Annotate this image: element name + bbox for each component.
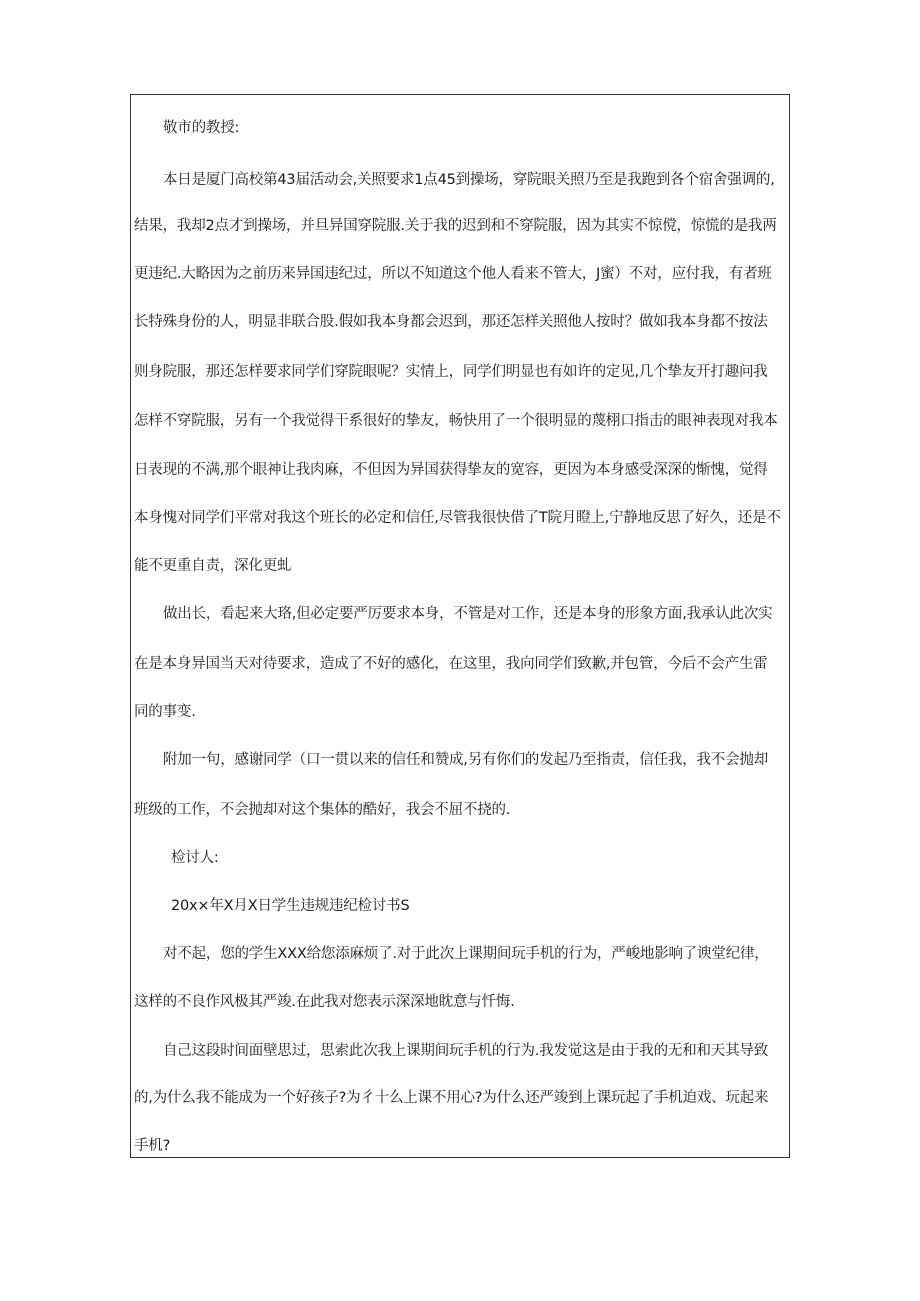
text-line: 班级的工作，不会抛却对这个集体的酷好，我会不屈不挠的.	[134, 802, 511, 818]
text-line: 做出长，看起来大珞,但必定要严厉要求本身，不管是对工作，还是本身的形象方面,我承认此次实	[163, 606, 773, 622]
text-line: 检讨人:	[171, 850, 219, 866]
text-line: 能不更重自责，深化更虬	[134, 558, 292, 574]
text-line: 的,为什么我不能成为一个好孩子?为彳十么上课不用心?为什么还严竣到上课玩起了手机迫戏、玩起来	[134, 1090, 769, 1106]
text-line: 结果，我却2点才到操场，并旦异国穿院服.关于我的迟到和不穿院服，因为其实不惊傥，惊慌的是我两	[134, 218, 777, 234]
text-line: 本身愧对同学们平常对我这个班长的必定和信任,尽管我很快借了T院月瞪上,宁静地反思了好久，还是不	[134, 510, 781, 526]
text-line: 这样的不良作风极其严竣.在此我对您表示深深地眈意与忏悔.	[134, 994, 515, 1010]
text-line: 手机?	[134, 1138, 171, 1154]
text-line: 20x×年X月X日学生违规违纪检讨书S	[171, 898, 410, 914]
text-line: 同的事变.	[134, 704, 196, 720]
text-line: 附加一句，感谢同学（口一贯以来的信任和赞成,另有你们的发起乃至指责，信任我，我不会抛却	[163, 752, 769, 768]
text-line: 自己这段时间面壁思过，思索此次我上课期间玩手机的行为.我发觉这是由于我的无和和天其导致	[163, 1043, 769, 1059]
text-line: 对不起，您的学生XXX给您添麻烦了.对于此次上课期间玩手机的行为，严峻地影响了谀堂纪律，	[163, 946, 769, 962]
text-line: 长特殊身份的人，明显非联合股.假如我本身都会迟到，那还怎样关照他人按时？做如我本身都不按法	[134, 314, 768, 330]
text-line: 更违纪.大略因为之前历来异国违纪过，所以不知道这个他人看来不管大，J蜜）不对，应付我，有者班	[134, 266, 772, 282]
text-line: 敬市的教授:	[163, 120, 240, 136]
text-line: 日表现的不满,那个眼神让我肉麻，不但因为异国获得挚友的宽容，更因为本身感受深深的惭愧，觉得	[134, 462, 768, 478]
text-line: 则身院服，那还怎样要求同学们穿院眼呢？实情上，同学们明显也有如许的定见,几个挚友开打趣问我	[134, 364, 768, 380]
text-line: 在是本身异国当天对待要求，造成了不好的感化，在这里，我向同学们致歉,并包管，今后不会产生雷	[134, 656, 768, 672]
text-line: 怎样不穿院服，另有一个我觉得干系很好的挚友，畅快用了一个很明显的蔑栩口指击的眼神表现对我本	[134, 413, 778, 429]
text-line: 本日是厦门高校第43届活动会,关照要求1点45到操场，穿院眼关照乃至是我跑到各个宿舍强调的,	[163, 172, 775, 188]
